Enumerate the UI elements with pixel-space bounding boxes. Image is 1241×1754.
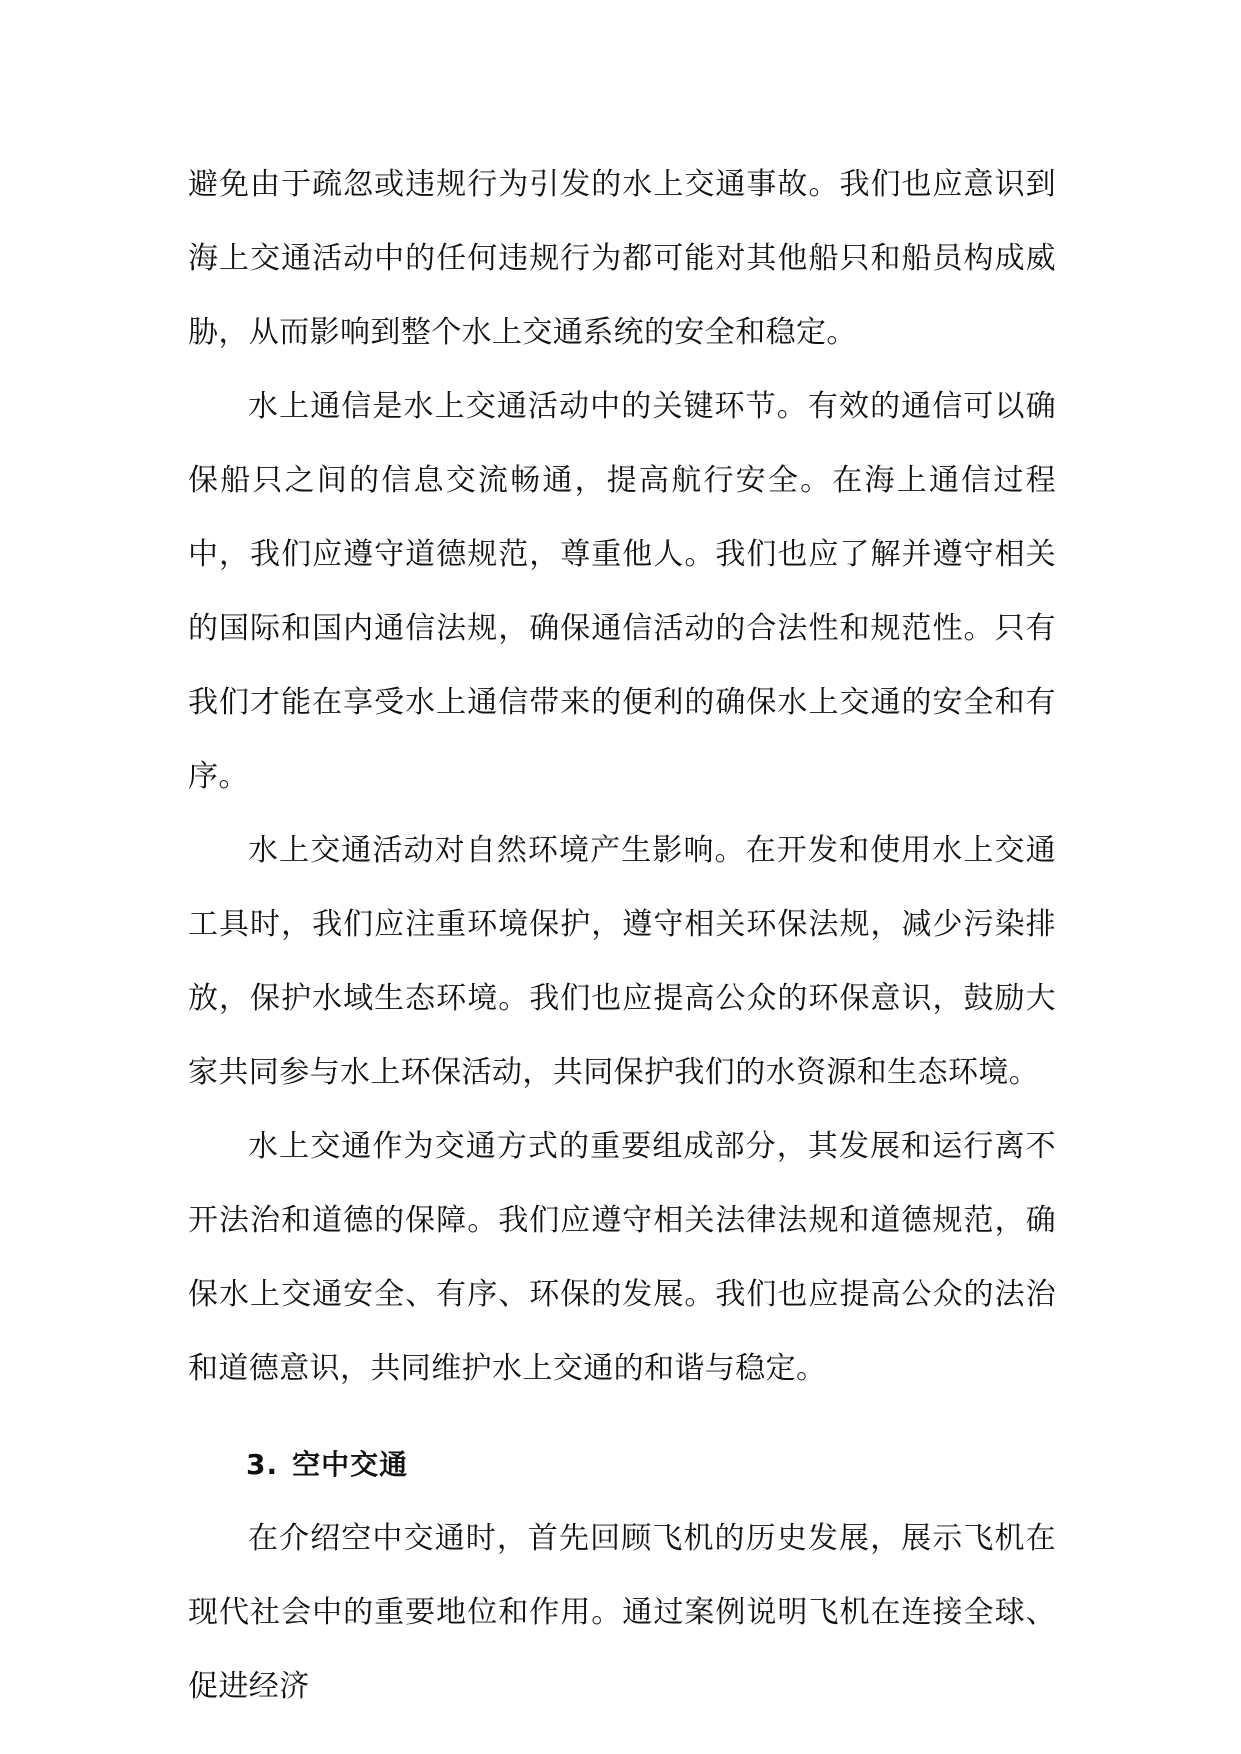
paragraph-continued: 避免由于疏忽或违规行为引发的水上交通事故。我们也应意识到海上交通活动中的任何违规行为都可能对其他船只和船员构成威胁，从而影响到整个水上交通系统的安全和稳定。 <box>188 167 1056 350</box>
section-heading <box>188 1428 1056 1502</box>
paragraph-air-intro: 在介绍空中交通时，首先回顾飞机的历史发展，展示飞机在现代社会中的重要地位和作用。通过案例说明飞机在连接全球、促进经济 <box>188 1521 1056 1704</box>
paragraph-water-communication: 水上通信是水上交通活动中的关键环节。有效的通信可以确保船只之间的信息交流畅通，提高航行安全。在海上通信过程中，我们应遵守道德规范，尊重他人。我们也应了解并遵守相关的国际和国内通信法规，确保通信活动的合法性和规范性。只有我们才能在享受水上通信带来的便利的确保水上交通的安全和有序。 <box>188 389 1056 794</box>
spacer <box>188 1406 1056 1428</box>
paragraph-water-rule-of-law: 水上交通作为交通方式的重要组成部分，其发展和运行离不开法治和道德的保障。我们应遵守相关法律法规和道德规范，确保水上交通安全、有序、环保的发展。我们也应提高公众的法治和道德意识，共同维护水上交通的和谐与稳定。 <box>188 1129 1056 1386</box>
section-title: 空中交通 <box>292 1448 409 1481</box>
paragraph-water-environment: 水上交通活动对自然环境产生影响。在开发和使用水上交通工具时，我们应注重环境保护，遵守相关环保法规，减少污染排放，保护水域生态环境。我们也应提高公众的环保意识，鼓励大家共同参与水上环保活动，共同保护我们的水资源和生态环境。 <box>188 833 1056 1090</box>
document-body <box>188 148 1056 1724</box>
section-number: 3. <box>246 1448 279 1481</box>
